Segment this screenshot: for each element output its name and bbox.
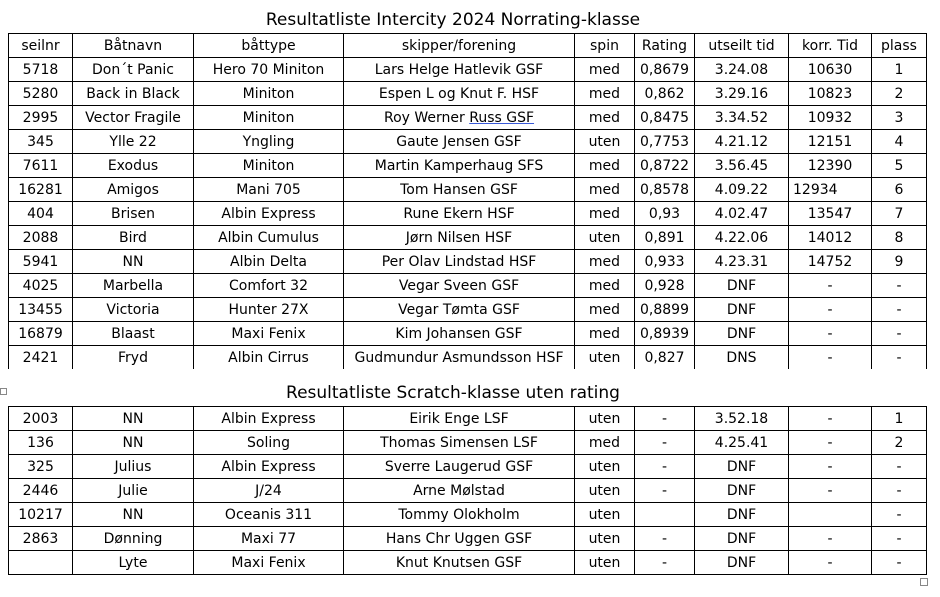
table-row (9, 527, 927, 551)
cell-skipper: Lars Helge Hatlevik GSF (344, 58, 575, 82)
cell-batnavn: Fryd (73, 346, 194, 370)
table-row (9, 346, 927, 370)
cell-rating: - (635, 527, 695, 551)
cell-batnavn: Amigos (73, 178, 194, 202)
cell-skipper: Jørn Nilsen HSF (344, 226, 575, 250)
cell-korr: - (789, 346, 872, 370)
cell-spin: med (575, 58, 635, 82)
cell-spin: uten (575, 407, 635, 431)
cell-rating: 0,7753 (635, 130, 695, 154)
cell-korr: - (789, 407, 872, 431)
cell-spin: med (575, 250, 635, 274)
cell-seilnr: 2421 (9, 346, 73, 370)
cell-plass: - (872, 346, 927, 370)
cell-utseilt: 3.29.16 (695, 82, 789, 106)
cell-skipper: Thomas Simensen LSF (344, 431, 575, 455)
cell-rating: 0,891 (635, 226, 695, 250)
cell-skipper: Tom Hansen GSF (344, 178, 575, 202)
cell-utseilt: DNF (695, 527, 789, 551)
cell-plass: 6 (872, 178, 927, 202)
cell-plass: 5 (872, 154, 927, 178)
cell-utseilt: 3.52.18 (695, 407, 789, 431)
cell-battype: Hero 70 Miniton (194, 58, 344, 82)
cell-utseilt: 4.23.31 (695, 250, 789, 274)
cell-rating: - (635, 455, 695, 479)
cell-plass: 7 (872, 202, 927, 226)
cell-plass: 2 (872, 82, 927, 106)
cell-batnavn: Back in Black (73, 82, 194, 106)
cell-batnavn: Brisen (73, 202, 194, 226)
table-row (9, 154, 927, 178)
table-row (9, 226, 927, 250)
cell-seilnr (9, 551, 73, 575)
cell-battype: Albin Cumulus (194, 226, 344, 250)
cell-batnavn: Lyte (73, 551, 194, 575)
cell-batnavn: NN (73, 407, 194, 431)
cell-plass: - (872, 503, 927, 527)
cell-utseilt: DNF (695, 298, 789, 322)
cell-seilnr: 10217 (9, 503, 73, 527)
cell-rating: - (635, 479, 695, 503)
cell-seilnr: 2995 (9, 106, 73, 130)
cell-battype: Albin Cirrus (194, 346, 344, 370)
cell-rating: 0,928 (635, 274, 695, 298)
header-plass: plass (872, 34, 927, 58)
cell-utseilt: 4.09.22 (695, 178, 789, 202)
cell-batnavn: Don´t Panic (73, 58, 194, 82)
cell-korr: 14012 (789, 226, 872, 250)
cell-battype: Albin Delta (194, 250, 344, 274)
cell-battype: Maxi Fenix (194, 551, 344, 575)
cell-batnavn: Bird (73, 226, 194, 250)
header-utseilt: utseilt tid (695, 34, 789, 58)
cell-rating (635, 503, 695, 527)
header-skipper: skipper/forening (344, 34, 575, 58)
cell-rating: 0,8578 (635, 178, 695, 202)
cell-battype: Mani 705 (194, 178, 344, 202)
cell-skipper: Roy Werner Russ GSF (344, 106, 575, 130)
cell-skipper: Martin Kamperhaug SFS (344, 154, 575, 178)
cell-battype: Miniton (194, 82, 344, 106)
cell-spin: uten (575, 346, 635, 370)
table-row (9, 298, 927, 322)
cell-rating: - (635, 407, 695, 431)
cell-spin: uten (575, 527, 635, 551)
cell-seilnr: 2088 (9, 226, 73, 250)
cell-utseilt: DNF (695, 322, 789, 346)
cell-korr: - (789, 551, 872, 575)
cell-rating: - (635, 431, 695, 455)
cell-spin: med (575, 298, 635, 322)
cell-spin: med (575, 82, 635, 106)
section-title-scratch-class: Resultatliste Scratch-klasse uten rating (286, 383, 620, 403)
cell-rating: - (635, 551, 695, 575)
cell-battype: Comfort 32 (194, 274, 344, 298)
table-row (9, 455, 927, 479)
cell-utseilt: DNS (695, 346, 789, 370)
cell-korr: 14752 (789, 250, 872, 274)
cell-skipper: Sverre Laugerud GSF (344, 455, 575, 479)
table-row (9, 479, 927, 503)
cell-skipper: Kim Johansen GSF (344, 322, 575, 346)
cell-spin: med (575, 431, 635, 455)
cell-battype: Oceanis 311 (194, 503, 344, 527)
cell-korr: - (789, 527, 872, 551)
table-resize-handle[interactable] (920, 578, 928, 586)
cell-skipper: Eirik Enge LSF (344, 407, 575, 431)
cell-seilnr: 5280 (9, 82, 73, 106)
cell-korr: 10823 (789, 82, 872, 106)
cell-batnavn: Exodus (73, 154, 194, 178)
cell-spin: med (575, 202, 635, 226)
results-table-rating-class (8, 33, 927, 369)
cell-batnavn: Marbella (73, 274, 194, 298)
cell-battype: Miniton (194, 154, 344, 178)
header-batnavn: Båtnavn (73, 34, 194, 58)
cell-seilnr: 4025 (9, 274, 73, 298)
cell-spin: uten (575, 226, 635, 250)
cell-skipper: Knut Knutsen GSF (344, 551, 575, 575)
cell-korr: 10630 (789, 58, 872, 82)
cell-rating: 0,8722 (635, 154, 695, 178)
cell-batnavn: Julius (73, 455, 194, 479)
cell-batnavn: Julie (73, 479, 194, 503)
cell-batnavn: Vector Fragile (73, 106, 194, 130)
cell-skipper: Per Olav Lindstad HSF (344, 250, 575, 274)
results-table-scratch-class (8, 406, 927, 575)
cell-plass: - (872, 527, 927, 551)
cell-spin: uten (575, 455, 635, 479)
cell-battype: Miniton (194, 106, 344, 130)
cell-skipper: Hans Chr Uggen GSF (344, 527, 575, 551)
cell-rating: 0,8939 (635, 322, 695, 346)
cell-plass: 3 (872, 106, 927, 130)
cell-rating: 0,862 (635, 82, 695, 106)
cell-batnavn: Dønning (73, 527, 194, 551)
cell-spin: med (575, 274, 635, 298)
spellcheck-underlined-text: Russ GSF (469, 109, 535, 126)
cell-korr: - (789, 431, 872, 455)
cell-utseilt: DNF (695, 479, 789, 503)
header-seilnr: seilnr (9, 34, 73, 58)
cell-rating: 0,8679 (635, 58, 695, 82)
cell-skipper: Rune Ekern HSF (344, 202, 575, 226)
cell-spin: med (575, 154, 635, 178)
cell-rating: 0,8475 (635, 106, 695, 130)
table-row (9, 178, 927, 202)
cell-spin: uten (575, 479, 635, 503)
cell-plass: 8 (872, 226, 927, 250)
cell-battype: Albin Express (194, 407, 344, 431)
cell-spin: uten (575, 130, 635, 154)
cell-rating: 0,827 (635, 346, 695, 370)
cell-korr: - (789, 455, 872, 479)
cell-plass: - (872, 298, 927, 322)
table-row (9, 431, 927, 455)
header-row (9, 34, 927, 58)
cell-korr: 12934 (789, 178, 872, 202)
cell-spin: uten (575, 551, 635, 575)
cell-seilnr: 5941 (9, 250, 73, 274)
cell-plass: - (872, 322, 927, 346)
cell-battype: Soling (194, 431, 344, 455)
cell-korr: 12390 (789, 154, 872, 178)
cell-korr: - (789, 298, 872, 322)
cell-battype: Albin Express (194, 202, 344, 226)
cell-rating: 0,933 (635, 250, 695, 274)
cell-utseilt: 3.24.08 (695, 58, 789, 82)
cell-battype: Yngling (194, 130, 344, 154)
cell-seilnr: 16879 (9, 322, 73, 346)
cell-utseilt: 3.56.45 (695, 154, 789, 178)
cell-seilnr: 5718 (9, 58, 73, 82)
cell-spin: med (575, 106, 635, 130)
page-title-rating-class: Resultatliste Intercity 2024 Norrating-klasse (265, 10, 641, 30)
table-row (9, 503, 927, 527)
table-row (9, 322, 927, 346)
header-spin: spin (575, 34, 635, 58)
cell-battype: Hunter 27X (194, 298, 344, 322)
table-row (9, 58, 927, 82)
cell-plass: 9 (872, 250, 927, 274)
cell-korr: - (789, 274, 872, 298)
cell-korr: - (789, 479, 872, 503)
cell-seilnr: 325 (9, 455, 73, 479)
cell-batnavn: Ylle 22 (73, 130, 194, 154)
cell-battype: Albin Express (194, 455, 344, 479)
cell-spin: med (575, 178, 635, 202)
cell-utseilt: DNF (695, 274, 789, 298)
table-row (9, 106, 927, 130)
cell-plass: 4 (872, 130, 927, 154)
table-row (9, 551, 927, 575)
cell-spin: med (575, 322, 635, 346)
cell-korr: - (789, 322, 872, 346)
cell-plass: 1 (872, 407, 927, 431)
cell-utseilt: 4.22.06 (695, 226, 789, 250)
cell-seilnr: 16281 (9, 178, 73, 202)
cell-utseilt: 4.02.47 (695, 202, 789, 226)
cell-skipper: Gaute Jensen GSF (344, 130, 575, 154)
table-row (9, 82, 927, 106)
cell-plass: 2 (872, 431, 927, 455)
cell-battype: Maxi Fenix (194, 322, 344, 346)
cell-batnavn: NN (73, 503, 194, 527)
cell-seilnr: 2446 (9, 479, 73, 503)
cell-plass: - (872, 551, 927, 575)
cell-plass: - (872, 479, 927, 503)
cell-seilnr: 345 (9, 130, 73, 154)
cell-utseilt: 3.34.52 (695, 106, 789, 130)
cell-spin: uten (575, 503, 635, 527)
cell-korr: 13547 (789, 202, 872, 226)
cell-rating: 0,93 (635, 202, 695, 226)
cell-batnavn: NN (73, 431, 194, 455)
cell-batnavn: Victoria (73, 298, 194, 322)
cell-utseilt: DNF (695, 551, 789, 575)
cell-plass: 1 (872, 58, 927, 82)
cell-battype: Maxi 77 (194, 527, 344, 551)
cell-skipper: Espen L og Knut F. HSF (344, 82, 575, 106)
cell-seilnr: 2003 (9, 407, 73, 431)
header-korr: korr. Tid (789, 34, 872, 58)
cell-korr (789, 503, 872, 527)
cell-seilnr: 7611 (9, 154, 73, 178)
table-row (9, 250, 927, 274)
cell-seilnr: 2863 (9, 527, 73, 551)
cell-rating: 0,8899 (635, 298, 695, 322)
cell-seilnr: 13455 (9, 298, 73, 322)
cell-korr: 12151 (789, 130, 872, 154)
cell-skipper: Arne Mølstad (344, 479, 575, 503)
table-row (9, 130, 927, 154)
cell-korr: 10932 (789, 106, 872, 130)
cell-utseilt: 4.25.41 (695, 431, 789, 455)
table-row (9, 407, 927, 431)
table-row (9, 274, 927, 298)
cell-skipper: Tommy Olokholm (344, 503, 575, 527)
cell-battype: J/24 (194, 479, 344, 503)
cell-seilnr: 136 (9, 431, 73, 455)
table-row (9, 202, 927, 226)
cell-skipper: Vegar Sveen GSF (344, 274, 575, 298)
cell-utseilt: DNF (695, 455, 789, 479)
cell-plass: - (872, 274, 927, 298)
cell-skipper: Gudmundur Asmundsson HSF (344, 346, 575, 370)
cell-seilnr: 404 (9, 202, 73, 226)
cell-batnavn: NN (73, 250, 194, 274)
cell-utseilt: 4.21.12 (695, 130, 789, 154)
header-battype: båttype (194, 34, 344, 58)
cell-skipper: Vegar Tømta GSF (344, 298, 575, 322)
cell-batnavn: Blaast (73, 322, 194, 346)
header-rating: Rating (635, 34, 695, 58)
cell-plass: - (872, 455, 927, 479)
cell-utseilt: DNF (695, 503, 789, 527)
table-move-handle[interactable] (0, 388, 7, 395)
